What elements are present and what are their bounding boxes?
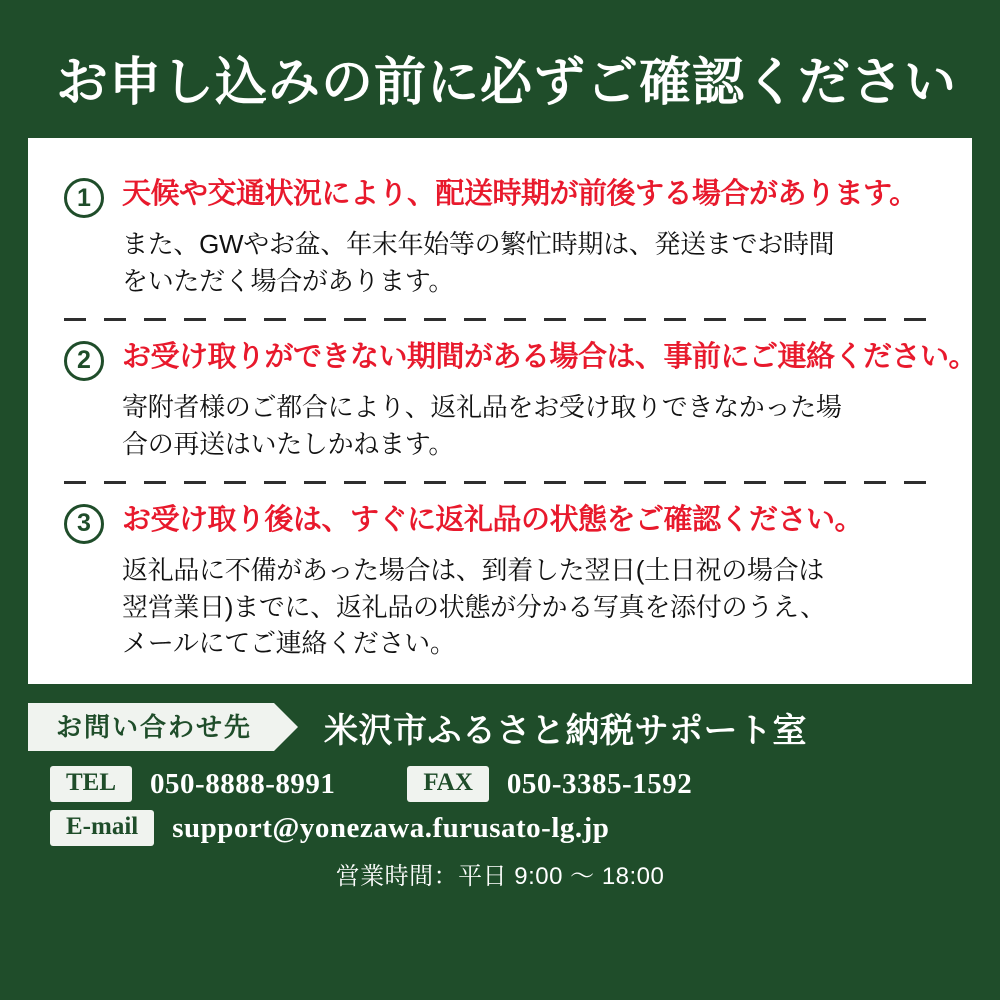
divider-1 bbox=[64, 318, 936, 321]
notice-number-badge-1: 1 bbox=[64, 178, 104, 218]
contact-department: 米沢市ふるさと納税サポート室 bbox=[324, 711, 808, 750]
header bbox=[28, 28, 972, 138]
notice-body-3-line-1: 返礼品に不備があった場合は、到着した翌日(土日祝の場合は bbox=[122, 554, 824, 585]
email-label: E-mail bbox=[50, 810, 154, 846]
notice-item-2-head bbox=[64, 339, 978, 381]
notice-body-1 bbox=[122, 226, 936, 300]
notice-body-2 bbox=[122, 389, 936, 463]
contact-header-row bbox=[28, 698, 972, 756]
notice-body-2-line-1: 寄附者様のご都合により、返礼品をお受け取りできなかった場 bbox=[122, 391, 842, 422]
tel-value[interactable]: 050-8888-8991 bbox=[150, 767, 336, 800]
notice-body-1-line-1: また、GWやお盆、年末年始等の繁忙時期は、発送までお時間 bbox=[122, 229, 835, 259]
notice-item-3-head bbox=[64, 502, 936, 544]
notice-body-2-line-2: 合の再送はいたしかねます。 bbox=[122, 428, 455, 459]
email-value[interactable]: support@yonezawa.furusato-lg.jp bbox=[172, 811, 610, 844]
notice-body-3-line-3: メールにてご連絡ください。 bbox=[122, 628, 456, 659]
divider-2 bbox=[64, 481, 936, 484]
contact-section bbox=[28, 684, 972, 891]
notice-headline-3: お受け取り後は、すぐに返礼品の状態をご確認ください。 bbox=[122, 503, 864, 536]
notice-headline-1: 天候や交通状況により、配送時期が前後する場合があります。 bbox=[122, 178, 918, 210]
notice-headline-2: お受け取りができない期間がある場合は、事前にご連絡ください。 bbox=[122, 340, 978, 373]
notice-item-2 bbox=[64, 335, 978, 465]
contact-phone-row bbox=[50, 766, 972, 802]
page-title: お申し込みの前に必ずご確認ください bbox=[56, 54, 958, 112]
notice-item-3 bbox=[64, 498, 936, 665]
fax-value: 050-3385-1592 bbox=[506, 767, 693, 800]
notice-card bbox=[28, 138, 978, 684]
notice-number-badge-2: 2 bbox=[64, 341, 104, 381]
notice-item-1-head bbox=[64, 176, 936, 218]
notice-body-1-line-2: をいただく場合があります。 bbox=[122, 265, 455, 296]
business-hours: 営業時間：平日 9:00 〜 18:00 bbox=[335, 863, 665, 891]
contact-email-row bbox=[50, 810, 972, 846]
tel-label: TEL bbox=[50, 766, 132, 802]
notice-number-badge-3: 3 bbox=[64, 504, 104, 544]
notice-item-1 bbox=[64, 172, 936, 302]
notice-body-3-line-2: 翌営業日)までに、返礼品の状態が分かる写真を添付のうえ、 bbox=[122, 591, 826, 622]
contact-label: お問い合わせ先 bbox=[28, 703, 274, 751]
arrow-right-icon bbox=[274, 703, 298, 751]
contact-details bbox=[50, 766, 972, 846]
notice-body-3 bbox=[122, 552, 936, 663]
contact-fax-group bbox=[407, 766, 692, 802]
fax-label: FAX bbox=[407, 766, 489, 802]
